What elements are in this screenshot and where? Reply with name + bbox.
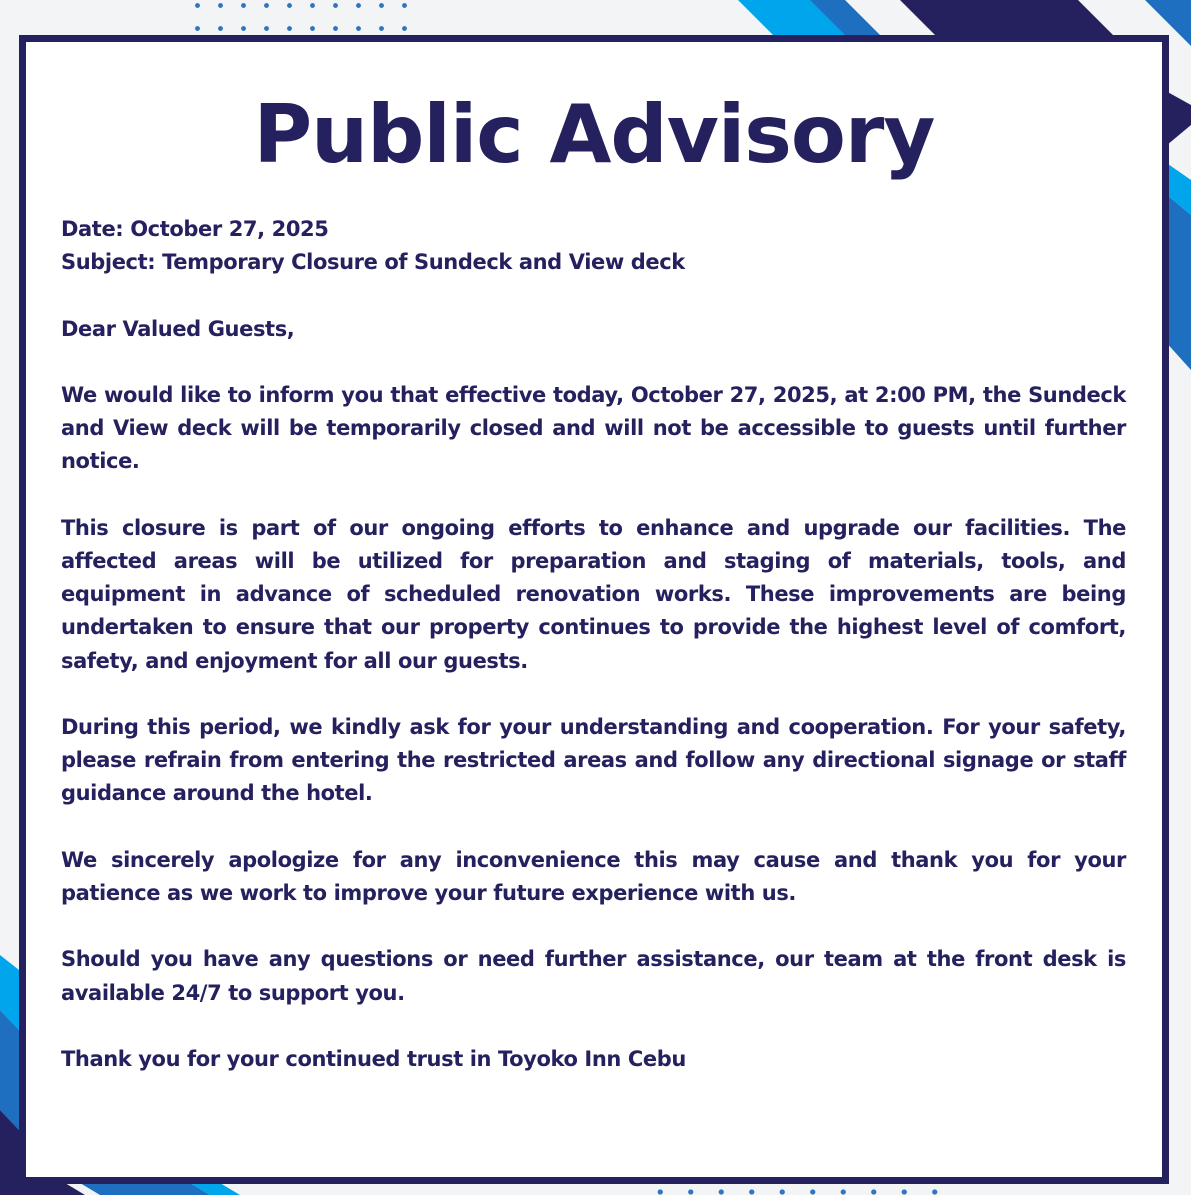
paragraph-cooperation: During this period, we kindly ask for your understanding and cooperation. For your safety, please refrain from entering the restricted areas and follow any directional signage or staff guidance around the hotel. <box>61 714 1126 806</box>
dot-pattern-bottom <box>645 1183 945 1195</box>
paragraph-notice: We would like to inform you that effective today, October 27, 2025, at 2:00 PM, the Sundeck and View deck will be temporarily closed and will not be accessible to guests until further notice. <box>61 382 1126 474</box>
advisory-body <box>61 213 1126 1109</box>
paragraph-assistance: Should you have any questions or need further assistance, our team at the front desk is available 24/7 to support you. <box>61 947 1126 1005</box>
greeting: Dear Valued Guests, <box>61 316 295 341</box>
closing-line: Thank you for your continued trust in Toyoko Inn Cebu <box>61 1046 686 1071</box>
paragraph-apology: We sincerely apologize for any inconvenience this may cause and thank you for your patience as we work to improve your future experience with us. <box>61 847 1126 905</box>
advisory-subject: Subject: Temporary Closure of Sundeck and View deck <box>61 250 685 275</box>
advisory-card <box>19 35 1169 1184</box>
wedge-left-blue <box>0 1010 19 1130</box>
advisory-date: Date: October 27, 2025 <box>61 217 329 241</box>
dot-pattern-top <box>186 0 411 36</box>
page-title: Public Advisory <box>253 88 935 181</box>
paragraph-reason: This closure is part of our ongoing efforts to enhance and upgrade our facilities. The affected areas will be utilized for preparation and staging of materials, tools, and equipment in advance of scheduled renovation works. These improvements are being undertaken to ensure that our property continues to provide the highest level of comfort, safety, and enjoyment for all our guests. <box>61 515 1126 673</box>
